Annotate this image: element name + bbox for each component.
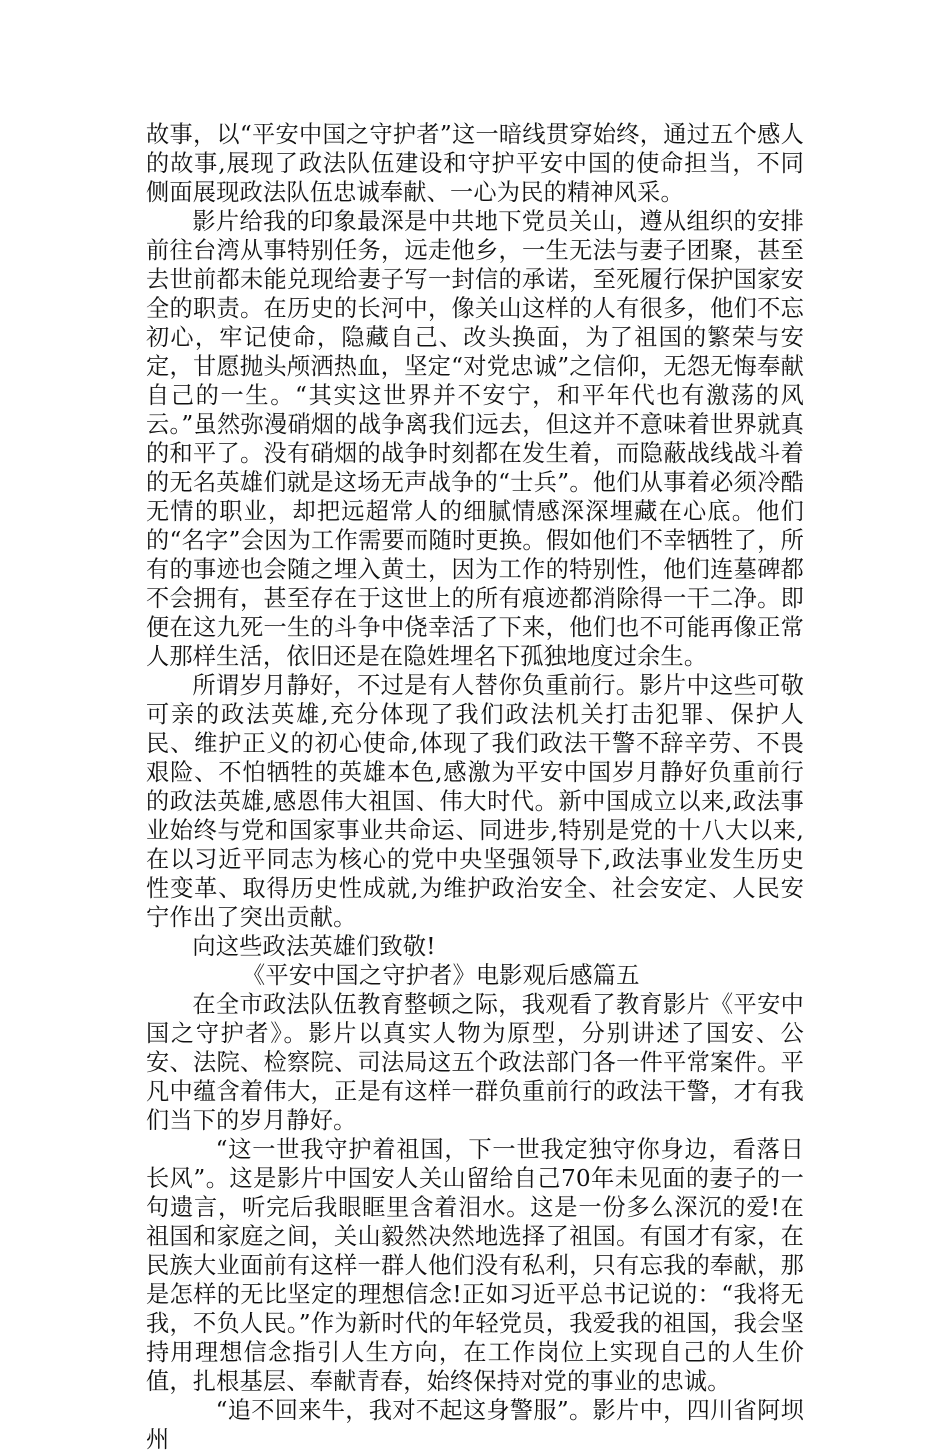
document-page [146,120,804,1454]
paragraph-education-film: 在全市政法队伍教育整顿之际，我观看了教育影片《平安中国之守护者》。影片以真实人物为原型，分别讲述了国安、公安、法院、检察院、司法局这五个政法部门各一件平常案件。平凡中蕴含着伟大，正是有这样一群负重前行的政法干警，才有我们当下的岁月静好。 [146,991,804,1134]
section-title: 《平安中国之守护者》电影观后感篇五 [242,962,640,989]
paragraph-police-uniform: “追不回来牛，我对不起这身警服”。影片中，四川省阿坝州 [146,1397,804,1453]
paragraph-guanshan-impression: 影片给我的印象最深是中共地下党员关山，遵从组织的安排前往台湾从事特别任务，远走他乡，一生无法与妻子团聚，甚至去世前都未能兑现给妻子写一封信的承诺，至死履行保护国家安全的职责。在历史的长河中，像关山这样的人有很多，他们不忘初心，牢记使命，隐藏自己、改头换面，为了祖国的繁荣与安定，甘愿抛头颅洒热血，坚定“对党忠诚”之信仰，无怨无悔奉献自己的一生。“其实这世界并不安宁，和平年代也有激荡的风云。”虽然弥漫硝烟的战争离我们远去，但这并不意味着世界就真的和平了。没有硝烟的战争时刻都在发生着，而隐蔽战线战斗着的无名英雄们就是这场无声战争的“士兵”。他们从事着必须冷酷无情的职业，却把远超常人的细腻情感深深埋藏在心底。他们的“名字”会因为工作需要而随时更换。假如他们不幸牺牲了，所有的事迹也会随之埋入黄土，因为工作的特别性，他们连墓碑都不会拥有，甚至存在于这世上的所有痕迹都消除得一干二净。即便在这九死一生的斗争中侥幸活了下来，他们也不可能再像正常人那样生活，依旧还是在隐姓埋名下孤独地度过余生。 [146,208,804,670]
paragraph-intro-continuation: 故事，以“平安中国之守护者”这一暗线贯穿始终，通过五个感人的故事,展现了政法队伍建设和守护平安中国的使命担当，不同侧面展现政法队伍忠诚奉献、一心为民的精神风采。 [146,121,804,206]
paragraph-guanshan-quote: “这一世我守护着祖国，下一世我定独守你身边，看落日长风”。这是影片中国安人关山留给自己70年未见面的妻子的一句遗言，听完后我眼眶里含着泪水。这是一份多么深沉的爱!在祖国和家庭之间，关山毅然决然地选择了祖国。有国才有家，在民族大业面前有这样一群人他们没有私利，只有忘我的奉献，那是怎样的无比坚定的理想信念!正如习近平总书记说的：“我将无我，不负人民。”作为新时代的年轻党员，我爱我的祖国，我会坚持用理想信念指引人生方向，在工作岗位上实现自己的人生价值，扎根基层、奉献青春，始终保持对党的事业的忠诚。 [146,1136,804,1395]
paragraph-years-peaceful: 所谓岁月静好，不过是有人替你负重前行。影片中这些可敬可亲的政法英雄,充分体现了我们政法机关打击犯罪、保护人民、维护正义的初心使命,体现了我们政法干警不辞辛劳、不畏艰险、不怕牺牲的英雄本色,感激为平安中国岁月静好负重前行的政法英雄,感恩伟大祖国、伟大时代。新中国成立以来,政法事业始终与党和国家事业共命运、同进步,特别是党的十八大以来,在以习近平同志为核心的党中央坚强领导下,政法事业发生历史性变革、取得历史性成就,为维护政治安全、社会安定、人民安宁作出了突出贡献。 [146,672,804,931]
paragraph-salute: 向这些政法英雄们致敬! [192,933,436,960]
